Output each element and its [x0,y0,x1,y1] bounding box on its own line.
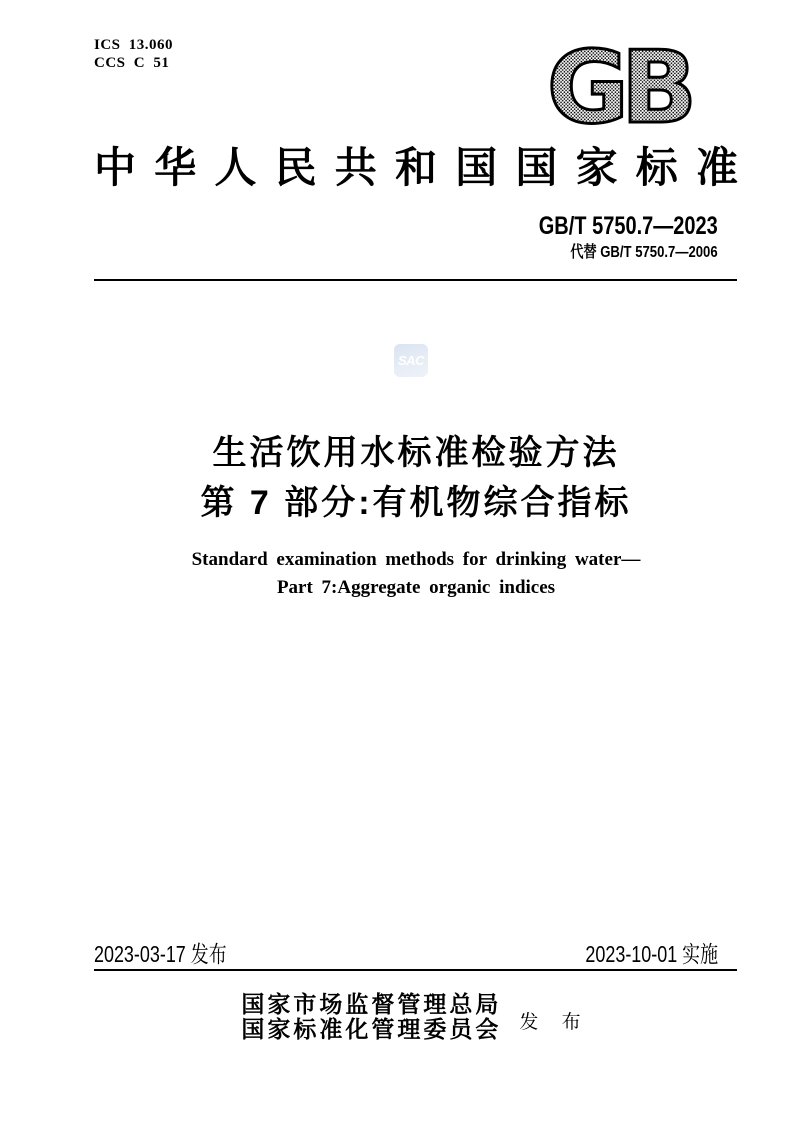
header-divider [94,279,737,281]
gb-logo-text: GB [546,42,690,130]
standard-number-block [494,212,718,262]
title-cn-line2: 第 7 部分:有机物综合指标 [200,484,632,522]
title-en-line2: Part 7:Aggregate organic indices [276,577,556,598]
issue-date: 2023-03-17 发布 [94,941,227,967]
publisher-names [241,992,501,1042]
publisher-line1: 国家市场监督管理总局 [241,992,502,1017]
sac-watermark-text: SAC [398,353,424,368]
gb-logo-graphic [538,42,698,130]
dates-row [94,941,718,967]
gb-logo [538,42,698,130]
publisher-block [94,992,737,1042]
document-title-en [94,546,738,602]
title-en-line1: Standard examination methods for drinking water— [191,549,641,570]
standard-number: GB/T 5750.7—2023 [539,212,718,240]
ics-code: ICS 13.060 [94,37,174,53]
title-cn-line1: 生活饮用水标准检验方法 [212,434,620,472]
publish-label: 发 布 [519,1011,590,1033]
classification-codes [94,36,173,72]
national-standard-header: 中华人民共和国国家标准 [94,146,738,192]
implement-date: 2023-10-01 实施 [585,941,718,967]
ccs-code: CCS C 51 [94,55,170,71]
publisher-line2: 国家标准化管理委员会 [241,1017,502,1042]
sac-watermark [394,344,428,377]
footer-divider [94,969,737,971]
replaced-standard: 代替 GB/T 5750.7—2006 [570,244,718,261]
document-title-cn [94,428,738,528]
